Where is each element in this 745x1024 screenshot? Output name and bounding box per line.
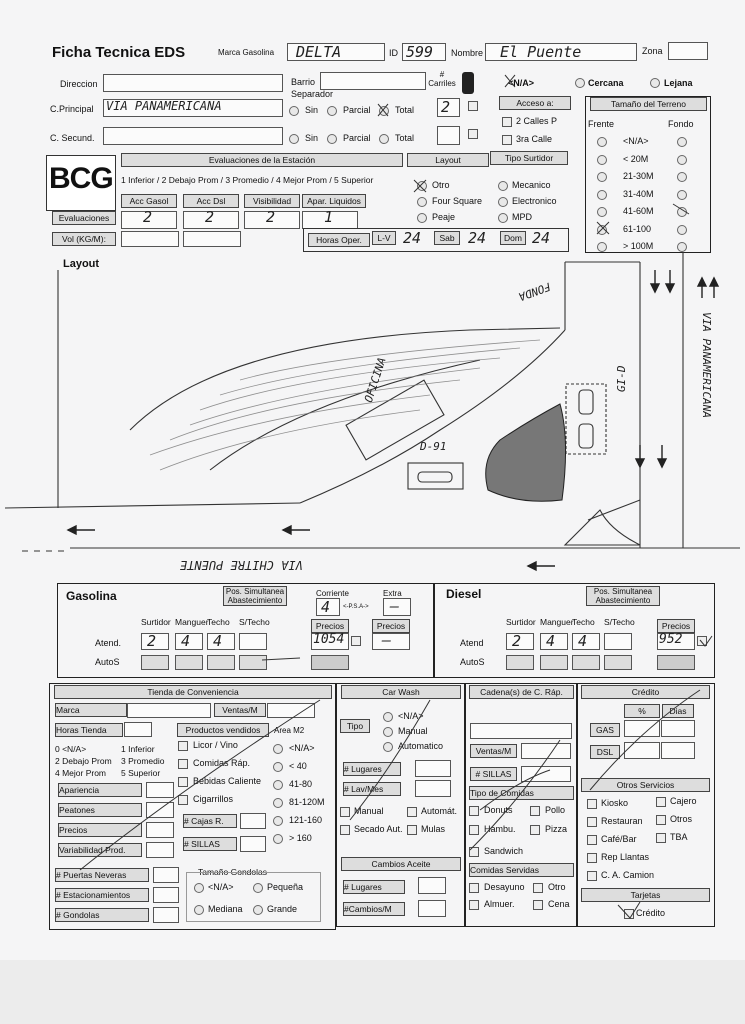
area-label: 81-120M (289, 797, 325, 807)
marca-tienda-label: Marca (55, 703, 127, 717)
cw-tipo-label: <N/A> (398, 711, 424, 721)
carriles-value: 2 (441, 98, 451, 116)
carwash-tipo-label: Tipo (340, 719, 370, 733)
layout-option-label: Four Square (432, 196, 483, 206)
dos-calles-label: 2 Calles P (516, 116, 558, 126)
servida-label: Almuer. (484, 899, 515, 909)
oficina-label: OFICINA (362, 355, 389, 405)
cw-lugares-label: # Lugares (343, 762, 401, 776)
na-option[interactable]: <N/A> (508, 78, 535, 88)
sep-sin-label: Sin (305, 105, 319, 115)
servicio-label: C. A. Camion (601, 870, 655, 880)
cadena-header: Cadena(s) de C. Ráp. (469, 685, 574, 699)
layout-option-label: Peaje (432, 212, 456, 222)
count-label: # Gondolas (55, 908, 149, 922)
terreno-option-label: 61-100 (623, 223, 652, 234)
horas-tienda-label: Horas Tienda (55, 723, 123, 737)
lejana-option[interactable]: Lejana (664, 78, 693, 88)
fuel-atend-label: Atend (460, 638, 484, 648)
frente-label: Frente (588, 119, 615, 129)
fonda-label: FONDA (516, 279, 553, 304)
layout-option-label: Otro (432, 180, 450, 190)
terreno-option-label: > 100M (623, 241, 654, 251)
scale-line: 5 Superior (121, 768, 161, 778)
cw-lavmes-label: # Lav/Mes (343, 782, 401, 796)
fuel-atend-value: 4 (546, 632, 556, 650)
tienda-eval-label: Variabilidad Prod. (58, 843, 142, 857)
extra-label: Extra (383, 589, 402, 598)
surtidor-header: Tipo Surtidor (490, 151, 568, 165)
precios-label: Precios (657, 619, 695, 633)
cw-tipo-label: Manual (398, 726, 428, 736)
diesel-title: Diesel (446, 587, 482, 601)
fuel-col-header: Surtidor (141, 617, 171, 627)
cw-check-label: Mulas (421, 824, 446, 834)
cajas-label: # Cajas R. (183, 814, 237, 828)
layout-header: Layout (407, 153, 489, 167)
cw-tipo-label: Automatico (398, 741, 444, 751)
gondola-label: <N/A> (208, 882, 234, 892)
sep-parcial-label: Parcial (343, 105, 371, 115)
eval-score-value: 2 (205, 208, 215, 226)
eval-score-value: 2 (143, 208, 153, 226)
pct-label: % (624, 704, 660, 718)
tienda-header: Tienda de Conveniencia (54, 685, 332, 699)
area-label: 121-160 (289, 815, 323, 825)
fuel-autos-label: AutoS (95, 657, 120, 667)
gondola-label: Mediana (208, 904, 243, 914)
surtidor-option-label: Electronico (512, 196, 557, 206)
scale-line: 2 Debajo Prom (55, 756, 112, 766)
cw-check-label: Secado Aut. (354, 824, 403, 834)
fuel-col-header: S/Techo (239, 617, 270, 627)
comidas-servidas-header: Comidas Servidas (469, 863, 574, 877)
fuel-atend-value: 2 (147, 632, 157, 650)
scale-line: 1 Inferior (121, 744, 155, 754)
d91-label: D-91 (420, 440, 447, 453)
terreno-option-label: 41-60M (623, 206, 654, 216)
producto-label: Cigarrillos (193, 794, 234, 804)
servicio-label: Otros (670, 814, 693, 824)
lv-value: 24 (403, 229, 422, 247)
lv-label: L-V (372, 231, 396, 245)
precio-value: 1054 (313, 632, 345, 647)
fuel-atend-label: Atend. (95, 638, 122, 648)
terreno-option-label: < 20M (623, 153, 649, 164)
precio-value: 952 (659, 632, 683, 647)
via-chitre-label: VIA CHITRE PUENTE (180, 558, 303, 572)
servicio-label: Café/Bar (601, 834, 637, 844)
scale-line: 4 Mejor Prom (55, 768, 107, 778)
tienda-eval-label: Precios (58, 823, 142, 837)
cw-check-label: Automát. (421, 806, 458, 816)
id-value: 599 (406, 43, 434, 61)
eval-col-header: Acc Gasol (121, 194, 177, 208)
tipo-comidas-header: Tipo de Comidas (469, 786, 574, 800)
count-label: # Estacionamientos (55, 888, 149, 902)
sep2-sin-label: Sin (305, 133, 319, 143)
servicio-label: Restauran (601, 816, 643, 826)
servicio-label: TBA (670, 832, 688, 842)
gasolina-pos: Pos. Simultanea Abastecimiento (223, 586, 287, 606)
surtidor-option-label: MPD (512, 212, 532, 222)
precios-extra-label: Precios (372, 619, 410, 633)
eval-header: Evaluaciones de la Estación (121, 153, 403, 167)
sep2-parcial-label: Parcial (343, 133, 371, 143)
producto-label: Comidas Ráp. (193, 758, 251, 768)
comida-label: Hambu. (484, 824, 516, 834)
direccion-label: Direccion (60, 79, 98, 89)
gondola-label: Pequeña (267, 882, 304, 892)
zona-label: Zona (642, 46, 663, 56)
c-principal-value: VIA PANAMERICANA (106, 99, 222, 113)
sep2-total-label: Total (395, 133, 415, 143)
comida-label: Sandwich (484, 846, 524, 856)
tercera-calle-label: 3ra Calle (516, 134, 553, 144)
horas-label: Horas Oper. (308, 233, 370, 247)
scale-line: 3 Promedio (121, 756, 165, 766)
dom-value: 24 (532, 229, 551, 247)
evaluaciones-label: Evaluaciones (52, 211, 116, 225)
sab-value: 24 (468, 229, 487, 247)
carriles-label: # Carriles (428, 70, 456, 88)
servicio-label: Cajero (670, 796, 697, 806)
eval-col-header: Acc Dsl (183, 194, 239, 208)
nombre-label: Nombre (451, 48, 484, 58)
gasolina-title: Gasolina (66, 589, 117, 603)
fuel-atend-value: 4 (181, 632, 191, 650)
fuel-col-header: Techo (207, 617, 230, 627)
nombre-value: El Puente (500, 43, 582, 61)
aceite-header: Cambios Aceite (341, 857, 461, 871)
sillas-tienda-label: # SILLAS (183, 837, 237, 851)
gas-label: GAS (590, 723, 620, 737)
gondola-label: Grande (267, 904, 298, 914)
tienda-eval-label: Peatones (58, 803, 142, 817)
eval-score-value: 1 (324, 208, 334, 226)
scale-line: 0 <N/A> (55, 744, 87, 754)
corriente-value: 4 (321, 598, 331, 616)
ventas-tienda-label: Ventas/M (214, 703, 266, 717)
otros-servicios-header: Otros Servicios (581, 778, 710, 792)
area-label: Area M2 (274, 726, 305, 735)
fuel-col-header: Manguer (540, 617, 574, 627)
servida-label: Otro (548, 882, 566, 892)
via-panamericana-label: VIA PANAMERICANA (700, 312, 713, 418)
terreno-header: Tamaño del Terreno (590, 97, 707, 111)
cadena-ventas-label: Ventas/M (470, 744, 517, 758)
tarjetas-header: Tarjetas (581, 888, 710, 902)
separador-label: Separador (291, 89, 334, 99)
producto-label: Bebidas Caliente (193, 776, 262, 786)
eval-scale: 1 Inferior / 2 Debajo Prom / 3 Promedio / 4 Mejor Prom / 5 Superior (121, 175, 374, 185)
area-label: > 160 (289, 833, 312, 843)
bcg-logo: BCG (49, 162, 113, 195)
corriente-label: Corriente (316, 589, 349, 598)
dias-label: Dias (662, 704, 694, 718)
terreno-option-label: 31-40M (623, 188, 654, 199)
terreno-option-label: 21-30M (623, 171, 654, 181)
fuel-col-header: Techo (572, 617, 595, 627)
c-secund-label: C. Secund. (50, 133, 95, 143)
barrio-label: Barrio (291, 77, 316, 87)
dom-label: Dom (500, 231, 526, 245)
surtidor-option-label: Mecanico (512, 180, 551, 190)
eval-col-header: Apar. Liquidos (302, 194, 366, 208)
cambios-label: #Cambios/M (343, 902, 405, 916)
servida-label: Cena (548, 899, 570, 909)
area-label: <N/A> (289, 743, 315, 753)
c-principal-label: C.Principal (50, 104, 94, 114)
terreno-option-label: <N/A> (623, 136, 649, 146)
fuel-atend-value: 2 (512, 632, 522, 650)
gondolas-label: Tamaño Gondolas (198, 867, 267, 877)
diesel-pos: Pos. Simultanea Abastecimiento (586, 586, 660, 606)
acceso-header: Acceso a: (499, 96, 571, 110)
aceite-lugares-label: # Lugares (343, 880, 405, 894)
eval-score-value: 2 (266, 208, 276, 226)
cercana-option[interactable]: Cercana (588, 78, 624, 88)
credito-header: Crédito (581, 685, 710, 699)
fuel-autos-label: AutoS (460, 657, 485, 667)
extra-value: — (390, 597, 400, 615)
area-label: 41-80 (289, 779, 313, 789)
vol-label: Vol (KG/M): (52, 232, 116, 246)
producto-label: Licor / Vino (193, 740, 238, 750)
servicio-label: Rep Llantas (601, 852, 650, 862)
fuel-atend-value: 4 (578, 632, 588, 650)
servida-label: Desayuno (484, 882, 525, 892)
dsl-label: DSL (590, 745, 620, 759)
gi-d-label: GI-D (615, 365, 628, 392)
cw-check-label: Manual (354, 806, 384, 816)
marca-value: DELTA (296, 43, 342, 61)
fuel-atend-value: 4 (213, 632, 223, 650)
fuel-col-header: S/Techo (604, 617, 635, 627)
credito-label: Crédito (636, 908, 666, 918)
comida-label: Pizza (545, 824, 568, 834)
fuel-col-header: Manguer (175, 617, 209, 627)
tienda-eval-label: Apariencia (58, 783, 142, 797)
precios-label: Precios (311, 619, 349, 633)
marca-label: Marca Gasolina (218, 48, 275, 57)
id-label: ID (389, 48, 398, 58)
sab-label: Sab (434, 231, 460, 245)
layout-title: Layout (63, 258, 100, 270)
precio-extra-value: — (382, 631, 392, 649)
carwash-header: Car Wash (341, 685, 461, 699)
eval-col-header: Visibilidad (244, 194, 300, 208)
comida-label: Donuts (484, 805, 513, 815)
form-title: Ficha Tecnica EDS (52, 44, 186, 61)
fuel-col-header: Surtidor (506, 617, 536, 627)
area-label: < 40 (289, 761, 307, 771)
comida-label: Pollo (545, 805, 566, 815)
fondo-label: Fondo (668, 119, 694, 129)
productos-label: Productos vendidos (177, 723, 269, 737)
sep-total-label: Total (395, 105, 415, 115)
psa-label: <-P.S.A-> (343, 604, 369, 610)
cadena-sillas-label: # SILLAS (470, 767, 517, 781)
scan-margin (0, 960, 745, 1024)
servicio-label: Kiosko (601, 798, 629, 808)
count-label: # Puertas Neveras (55, 868, 149, 882)
